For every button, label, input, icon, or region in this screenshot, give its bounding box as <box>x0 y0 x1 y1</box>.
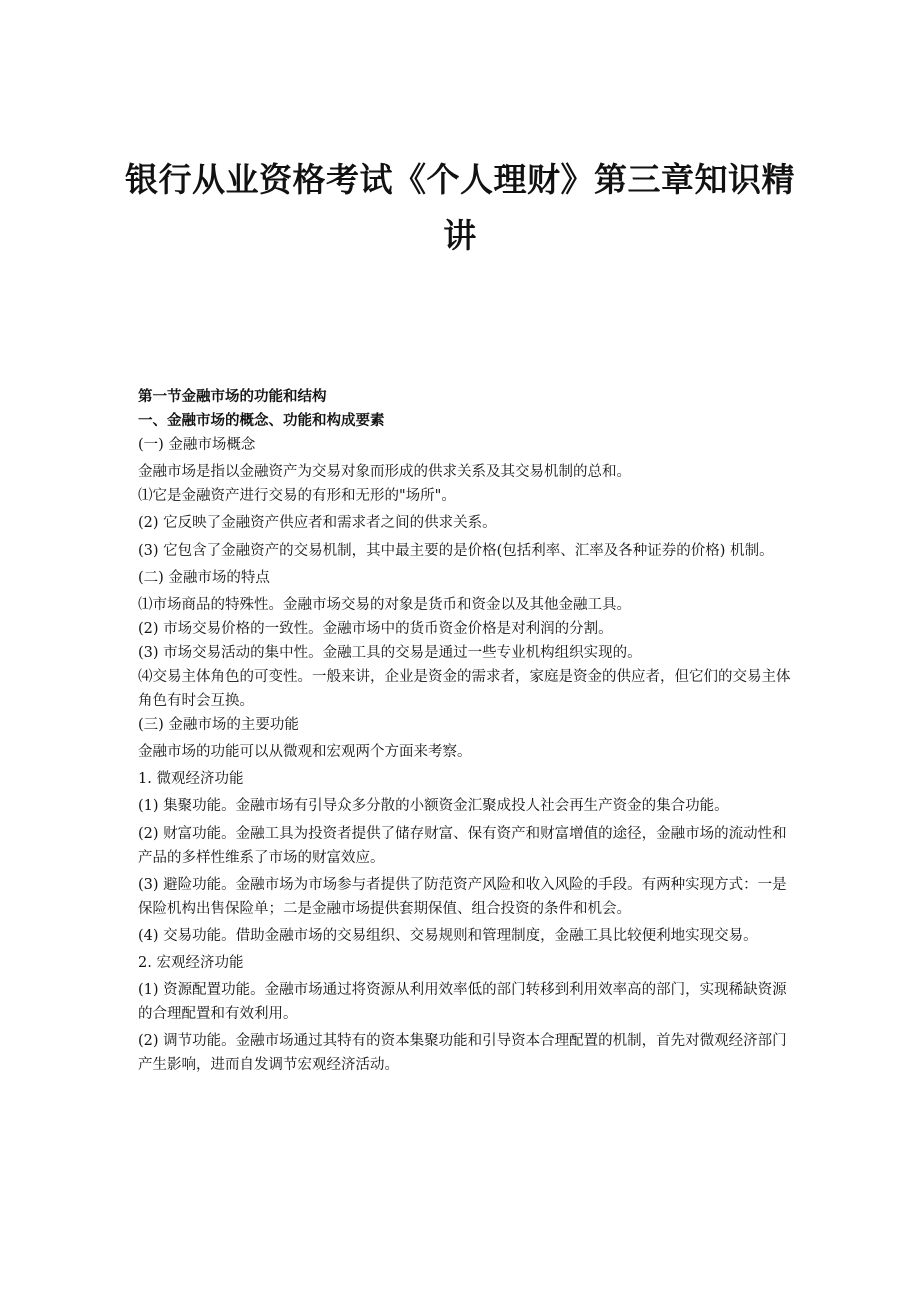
paragraph: 1. 微观经济功能 <box>138 771 244 787</box>
paragraph: (一) 金融市场概念 <box>138 437 256 453</box>
subsection-heading: 一、金融市场的概念、功能和构成要素 <box>138 413 385 429</box>
paragraph: (2) 它反映了金融资产供应者和需求者之间的供求关系。 <box>138 515 497 531</box>
paragraph: (3) 它包含了金融资产的交易机制，其中最主要的是价格(包括利率、汇率及各种证券的价格) 机制。 <box>138 543 774 559</box>
paragraph: 2. 宏观经济功能 <box>138 955 244 971</box>
paragraph: ⑴市场商品的特殊性。金融市场交易的对象是货币和资金以及其他金融工具。 <box>138 597 631 613</box>
paragraph: (二) 金融市场的特点 <box>138 570 270 586</box>
paragraph: 金融市场的功能可以从微观和宏观两个方面来考察。 <box>138 744 472 760</box>
document-body <box>138 385 794 1077</box>
section-heading: 第一节金融市场的功能和结构 <box>138 389 327 405</box>
paragraph: ⑴它是金融资产进行交易的有形和无形的"场所"。 <box>138 488 456 504</box>
paragraph: (4) 交易功能。借助金融市场的交易组织、交易规则和管理制度，金融工具比较便利地实现交易。 <box>138 928 758 944</box>
paragraph: (1) 集聚功能。金融市场有引导众多分散的小额资金汇聚成投人社会再生产资金的集合功能。 <box>138 798 729 814</box>
paragraph: (2) 财富功能。金融工具为投资者提供了储存财富、保有资产和财富增值的途径，金融市场的流动性和产品的多样性维系了市场的财富效应。 <box>138 826 787 866</box>
paragraph: 金融市场是指以金融资产为交易对象而形成的供求关系及其交易机制的总和。 <box>138 464 631 480</box>
paragraph: ⑷交易主体角色的可变性。一般来讲，企业是资金的需求者，家庭是资金的供应者，但它们的交易主体角色有时会互换。 <box>138 669 791 709</box>
paragraph: (3) 避险功能。金融市场为市场参与者提供了防范资产风险和收入风险的手段。有两种实现方式：一是保险机构出售保险单；二是金融市场提供套期保值、组合投资的条件和机会。 <box>138 877 787 917</box>
paragraph: (1) 资源配置功能。金融市场通过将资源从利用效率低的部门转移到利用效率高的部门，实现稀缺资源的合理配置和有效利用。 <box>138 982 787 1022</box>
paragraph: (3) 市场交易活动的集中性。金融工具的交易是通过一些专业机构组织实现的。 <box>138 645 642 661</box>
document-title: 银行从业资格考试《个人理财》第三章知识精讲 <box>125 160 795 255</box>
paragraph: (三) 金融市场的主要功能 <box>138 717 299 733</box>
paragraph: (2) 调节功能。金融市场通过其特有的资本集聚功能和引导资本合理配置的机制，首先对微观经济部门产生影响，进而自发调节宏观经济活动。 <box>138 1033 787 1073</box>
paragraph: (2) 市场交易价格的一致性。金融市场中的货币资金价格是对利润的分割。 <box>138 621 613 637</box>
